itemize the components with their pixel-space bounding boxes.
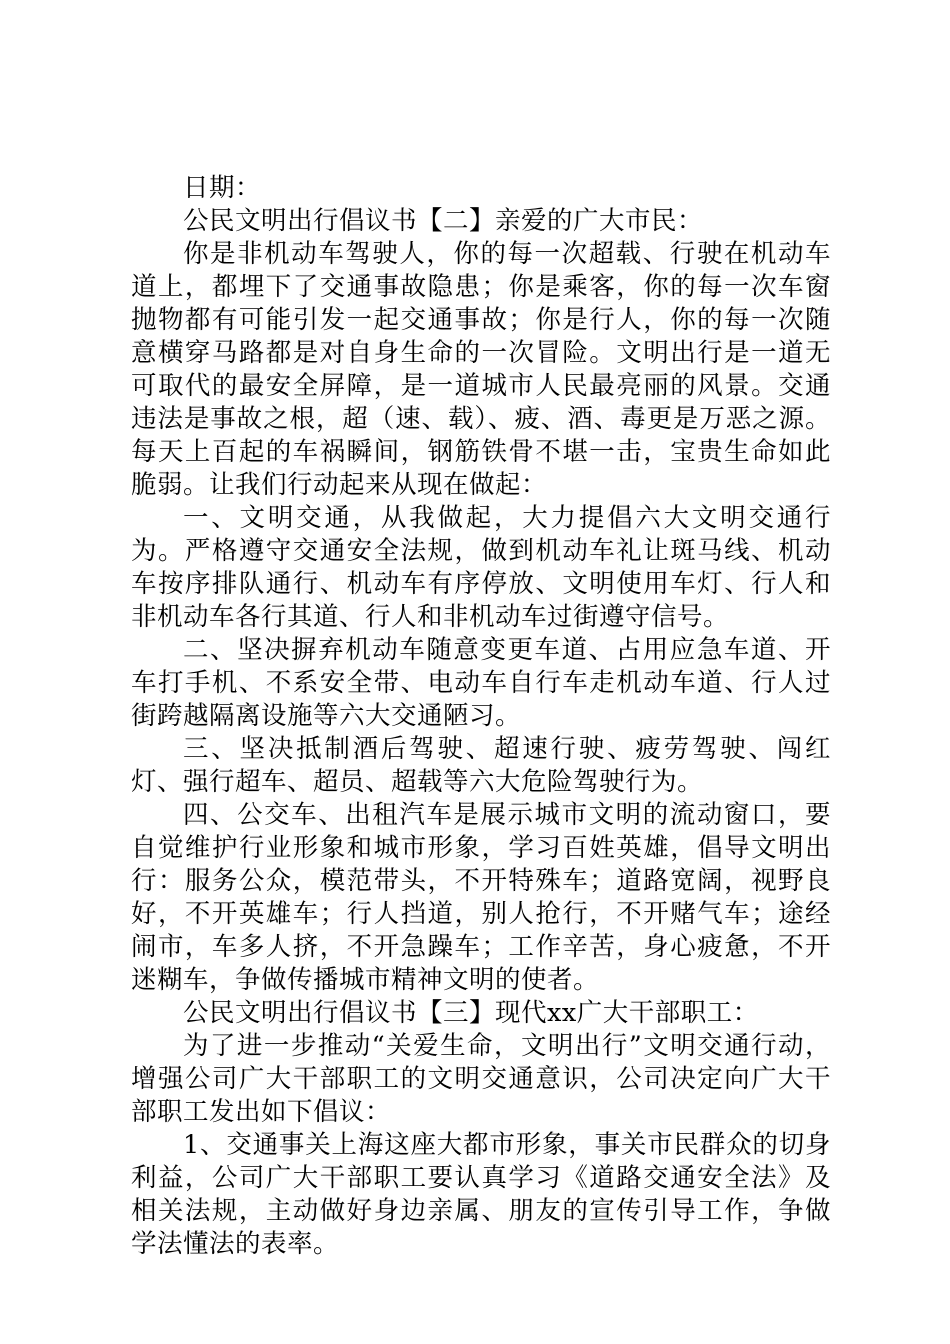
paragraph-item-4: 四、公交车、出租汽车是展示城市文明的流动窗口，要自觉维护行业形象和城市形象，学习百姓英雄，倡导文明出行：服务公众，模范带头，不开特殊车；道路宽阔，视野良好，不开英雄车；行人挡道，别人抢行，不开赌气车；途经闹市，车多人挤，不开急躁车；工作辛苦，身心疲惫，不开迷糊车，争做传播城市精神文明的使者。 — [131, 800, 831, 995]
paragraph-intro: 你是非机动车驾驶人，你的每一次超载、行驶在机动车道上，都埋下了交通事故隐患；你是乘客，你的每一次车窗抛物都有可能引发一起交通事故；你是行人，你的每一次随意横穿马路都是对自身生命的一次冒险。文明出行是一道无可取代的最安全屏障，是一道城市人民最亮丽的风景。交通违法是事故之根，超（速、载）、疲、酒、毒更是万恶之源。每天上百起的车祸瞬间，钢筋铁骨不堪一击，宝贵生命如此脆弱。让我们行动起来从现在做起： — [131, 239, 831, 500]
heading-proposal-3: 公民文明出行倡议书【三】现代xx广大干部职工： — [183, 998, 759, 1028]
document-body — [131, 172, 831, 1261]
paragraph-proposal-3-item-1: 1、交通事关上海这座大都市形象，事关市民群众的切身利益，公司广大干部职工要认真学习《道路交通安全法》及相关法规，主动做好身边亲属、朋友的宣传引导工作，争做学法懂法的表率。 — [131, 1130, 831, 1259]
paragraph-item-1: 一、文明交通，从我做起，大力提倡六大文明交通行为。严格遵守交通安全法规，做到机动车礼让斑马线、机动车按序排队通行、机动车有序停放、文明使用车灯、行人和非机动车各行其道、行人和非机动车过街遵守信号。 — [131, 503, 831, 632]
paragraph-item-3: 三、坚决抵制酒后驾驶、超速行驶、疲劳驾驶、闯红灯、强行超车、超员、超载等六大危险驾驶行为。 — [131, 734, 831, 797]
paragraph-proposal-3-intro: 为了进一步推动“关爱生命，文明出行”文明交通行动，增强公司广大干部职工的文明交通意识，公司决定向广大干部职工发出如下倡议： — [131, 1031, 831, 1127]
paragraph-item-2: 二、坚决摒弃机动车随意变更车道、占用应急车道、开车打手机、不系安全带、电动车自行车走机动车道、行人过街跨越隔离设施等六大交通陋习。 — [131, 635, 831, 731]
heading-proposal-2: 公民文明出行倡议书【二】亲爱的广大市民： — [183, 206, 704, 236]
date-line: 日期： — [183, 173, 262, 203]
